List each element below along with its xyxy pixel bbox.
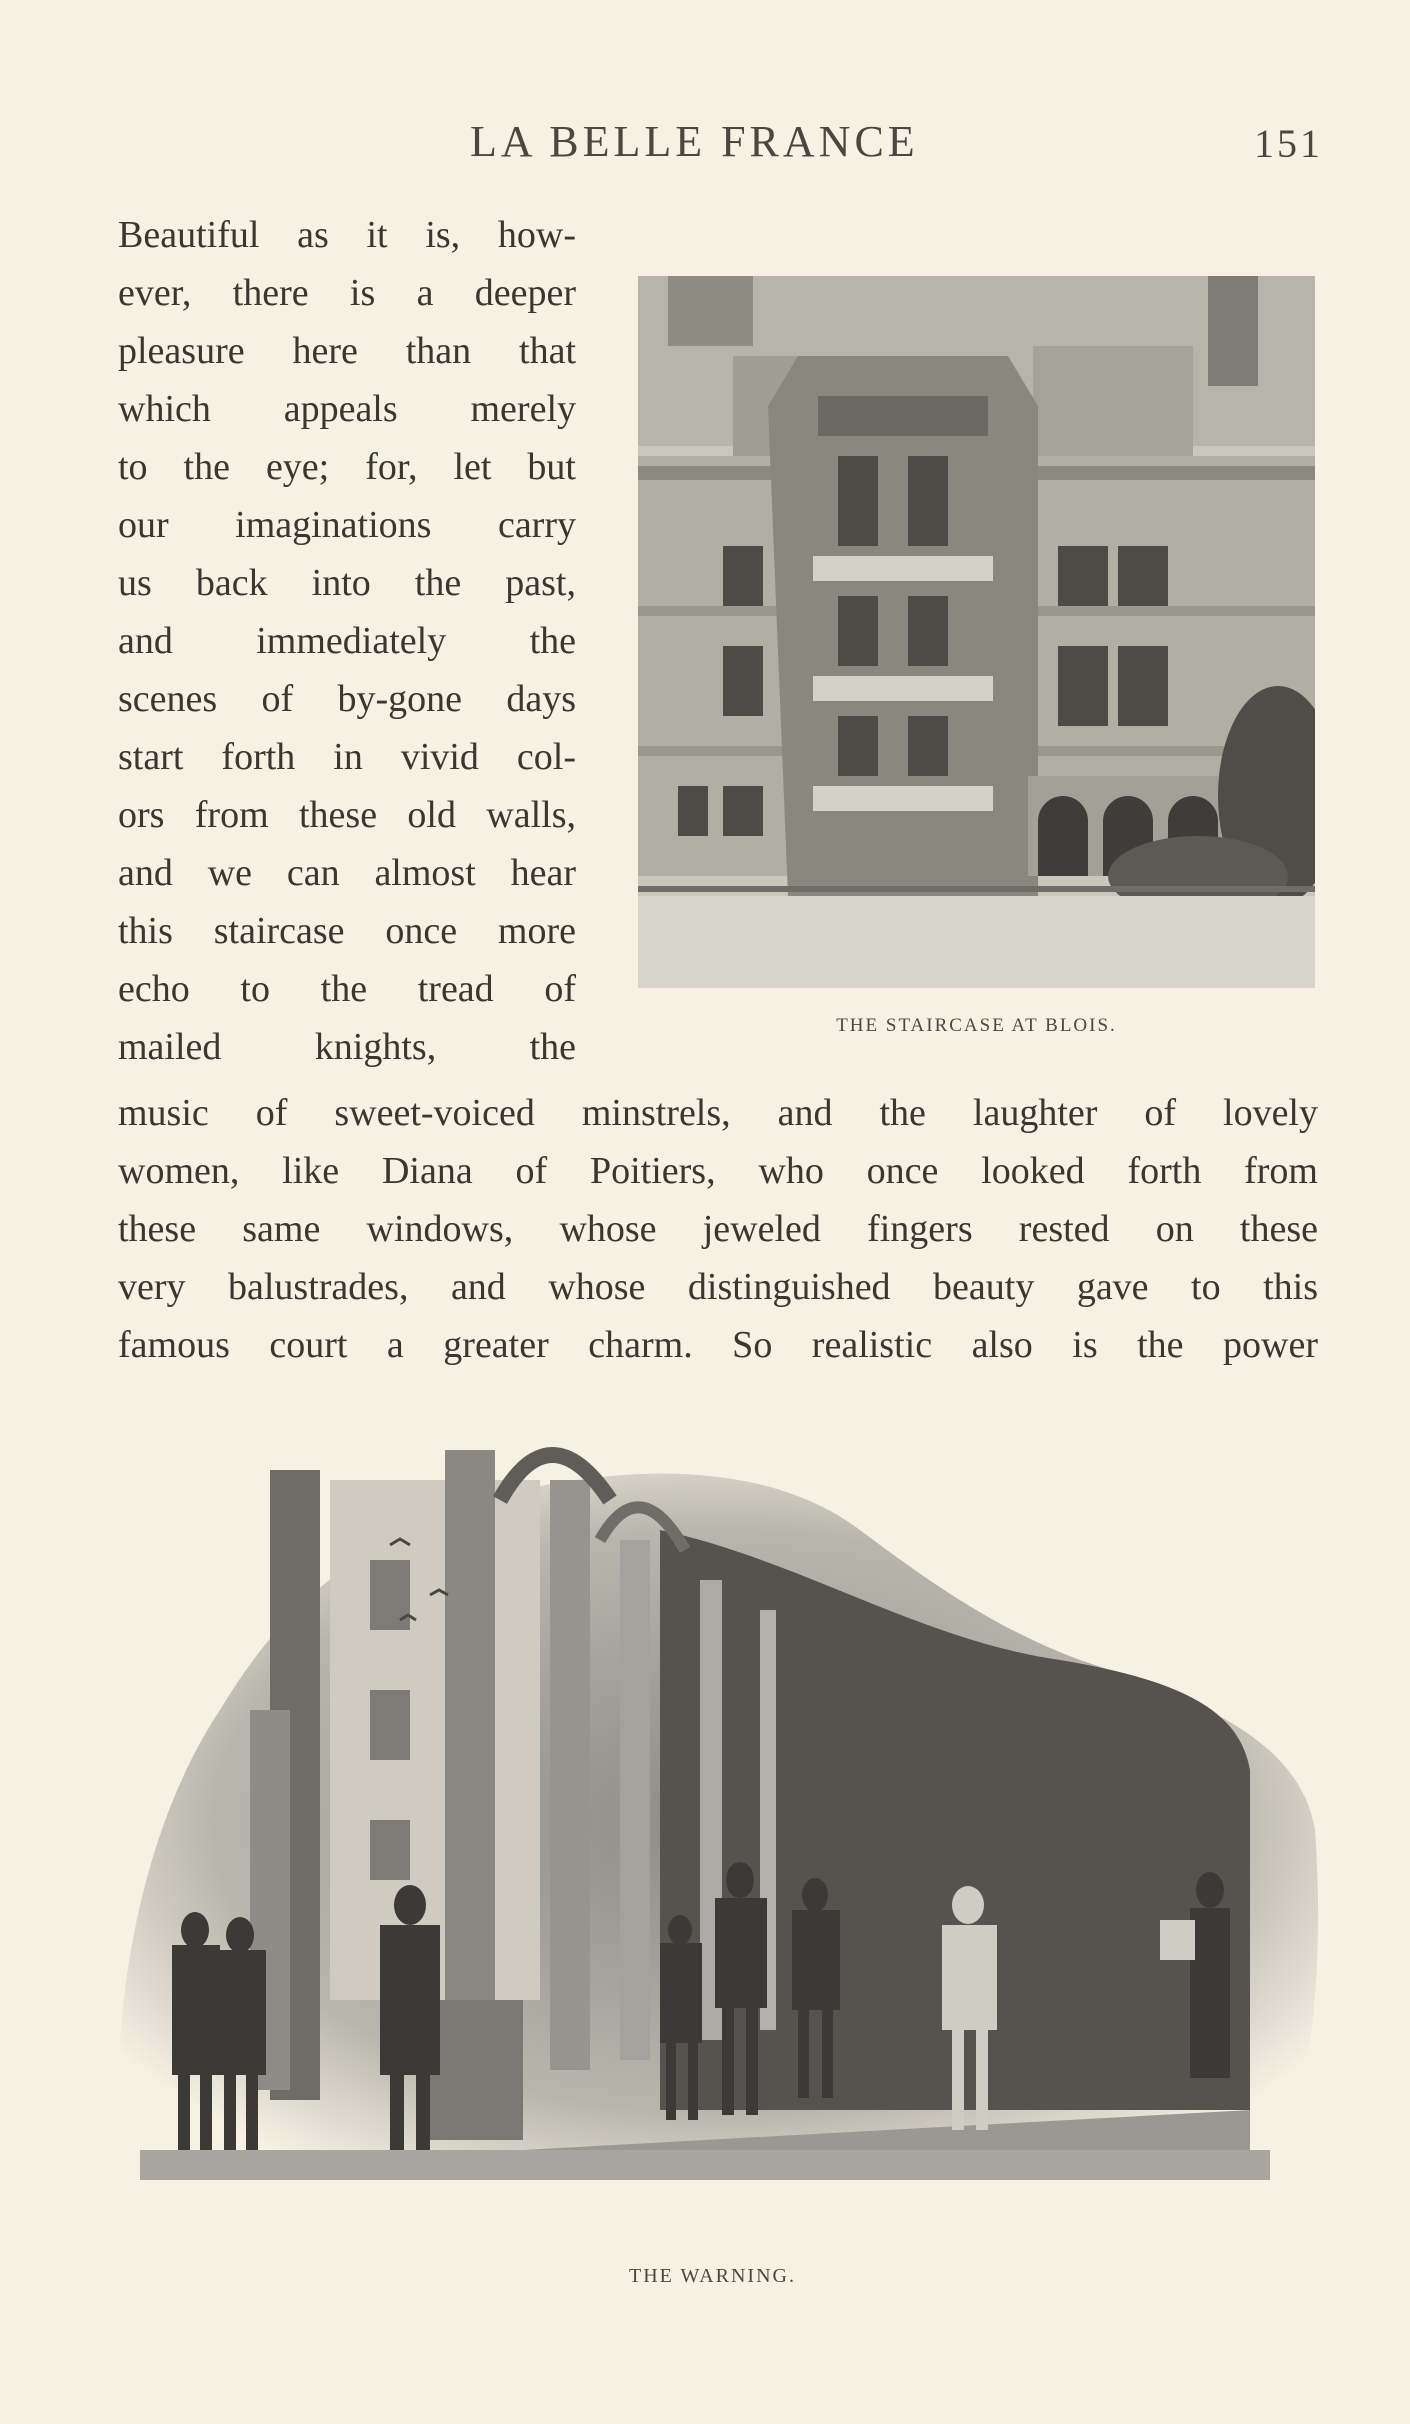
text-line: mailed knights, the [118, 1026, 576, 1068]
text-line: this staircase once more [118, 910, 576, 952]
text-line: start forth in vivid col- [118, 736, 576, 778]
text-line: very balustrades, and whose distinguished beauty gave to this [118, 1266, 1318, 1308]
text-line: and we can almost hear [118, 852, 576, 894]
text-line: to the eye; for, let but [118, 446, 576, 488]
text-line: ever, there is a deeper [118, 272, 576, 314]
page-number: 151 [1254, 121, 1323, 166]
warning-caption: THE WARNING. [629, 2265, 796, 2287]
running-title: LA BELLE FRANCE [470, 117, 919, 166]
staircase-photo [638, 276, 1315, 988]
text-line: ors from these old walls, [118, 794, 576, 836]
text-line: famous court a greater charm. So realistic also is the power [118, 1324, 1318, 1366]
text-line: music of sweet-voiced minstrels, and the laughter of lovely [118, 1092, 1318, 1134]
text-line: echo to the tread of [118, 968, 576, 1010]
text-line: and immediately the [118, 620, 576, 662]
text-line: women, like Diana of Poitiers, who once looked forth from [118, 1150, 1318, 1192]
text-line: these same windows, whose jeweled fingers rested on these [118, 1208, 1318, 1250]
text-line: our imaginations carry [118, 504, 576, 546]
staircase-caption: THE STAIRCASE AT BLOIS. [836, 1015, 1117, 1036]
text-line: us back into the past, [118, 562, 576, 604]
text-line: which appeals merely [118, 388, 576, 430]
text-line: scenes of by-gone days [118, 678, 576, 720]
text-line: pleasure here than that [118, 330, 576, 372]
warning-engraving [100, 1410, 1325, 2250]
text-line: Beautiful as it is, how- [118, 214, 576, 256]
